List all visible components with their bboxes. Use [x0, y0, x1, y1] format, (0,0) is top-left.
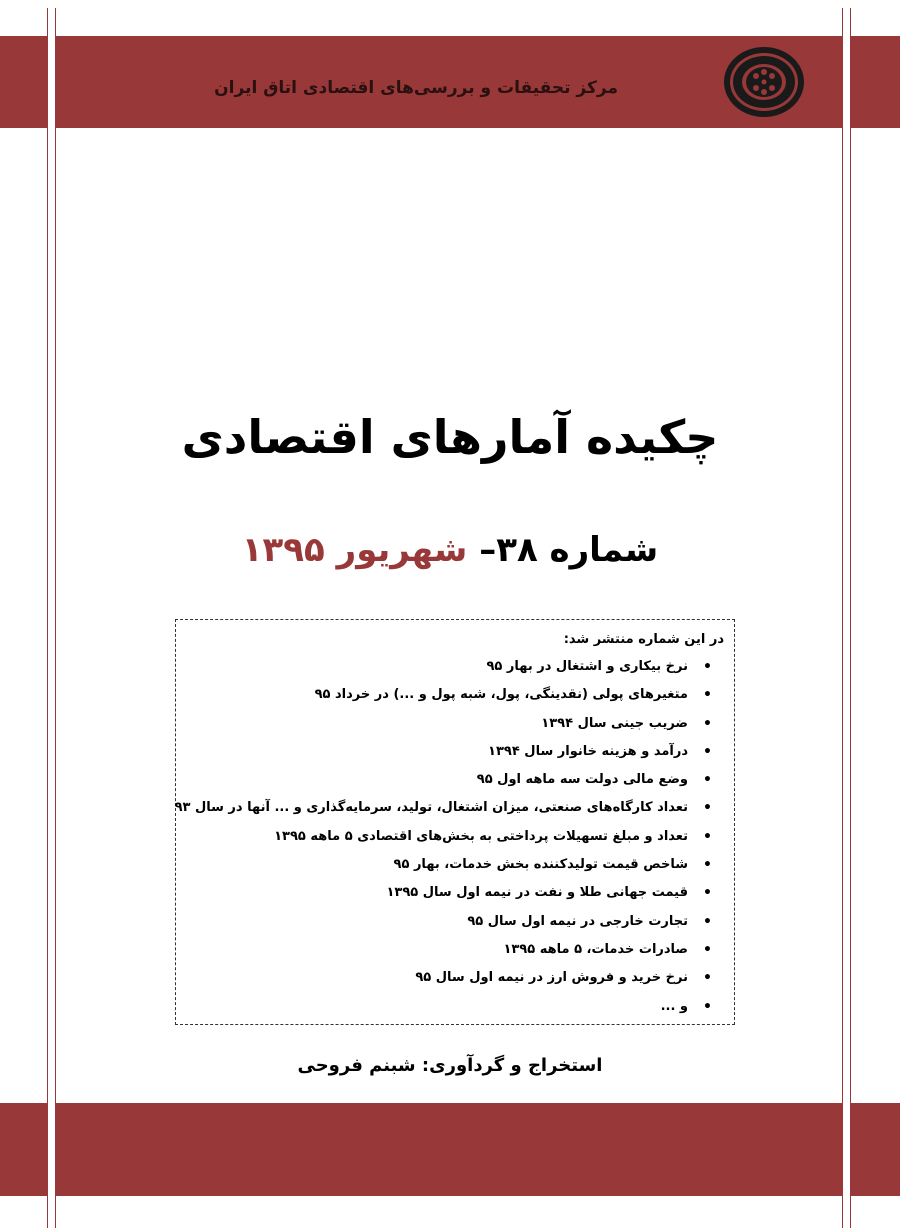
bullet-icon: •: [703, 998, 712, 1015]
list-item: • صادرات خدمات، ۵ ماهه ۱۳۹۵: [186, 936, 724, 964]
organization-name: مرکز تحقیقات و بررسی‌های اقتصادی اتاق ایران: [214, 78, 618, 98]
footer-band: [0, 1103, 900, 1196]
issue-number: شماره ۳۸–: [479, 530, 659, 570]
bullet-icon: •: [703, 970, 712, 987]
contents-heading: در این شماره منتشر شد:: [563, 632, 724, 647]
list-item: • تجارت خارجی در نیمه اول سال ۹۵: [186, 908, 724, 936]
list-item: • شاخص قیمت تولیدکننده بخش خدمات، بهار ۹۵: [186, 851, 724, 879]
list-item: • قیمت جهانی طلا و نفت در نیمه اول سال ۱۳۹۵: [186, 879, 724, 907]
list-item: • وضع مالی دولت سه ماهه اول ۹۵: [186, 766, 724, 794]
list-item: • نرخ بیکاری و اشتغال در بهار ۹۵: [186, 653, 724, 681]
list-item: • درآمد و هزینه خانوار سال ۱۳۹۴: [186, 738, 724, 766]
issue-line: [0, 530, 900, 570]
list-item: • ضریب جینی سال ۱۳۹۴: [186, 710, 724, 738]
bullet-icon: •: [703, 857, 712, 874]
list-item: • تعداد کارگاه‌های صنعتی، میزان اشتغال، تولید، سرمایه‌گذاری و ... آنها در سال ۹۳: [186, 794, 724, 822]
document-title: چکیده آمارهای اقتصادی: [181, 410, 719, 464]
bullet-icon: •: [703, 941, 712, 958]
bullet-icon: •: [703, 800, 712, 817]
list-item: • نرخ خرید و فروش ارز در نیمه اول سال ۹۵: [186, 964, 724, 992]
author-credit: استخراج و گردآوری: شبنم فروحی: [297, 1055, 603, 1076]
bullet-icon: •: [703, 743, 712, 760]
right-border-line: [842, 8, 851, 1228]
left-border-line: [47, 8, 56, 1228]
bullet-icon: •: [703, 715, 712, 732]
list-item: • متغیرهای پولی (نقدینگی، پول، شبه پول و ...) در خرداد ۹۵: [186, 681, 724, 709]
chamber-of-commerce-seal-icon: [718, 43, 810, 121]
bullet-icon: •: [703, 828, 712, 845]
contents-list: [174, 653, 724, 1021]
bullet-icon: •: [703, 885, 712, 902]
bullet-icon: •: [703, 913, 712, 930]
bullet-icon: •: [703, 772, 712, 789]
bullet-icon: •: [703, 687, 712, 704]
list-item: • تعداد و مبلغ تسهیلات پرداختی به بخش‌های اقتصادی ۵ ماهه ۱۳۹۵: [186, 823, 724, 851]
bullet-icon: •: [703, 659, 712, 675]
list-item: • و ...: [186, 993, 724, 1021]
issue-date: شهریور ۱۳۹۵: [241, 530, 468, 570]
contents-box: [175, 619, 735, 1025]
